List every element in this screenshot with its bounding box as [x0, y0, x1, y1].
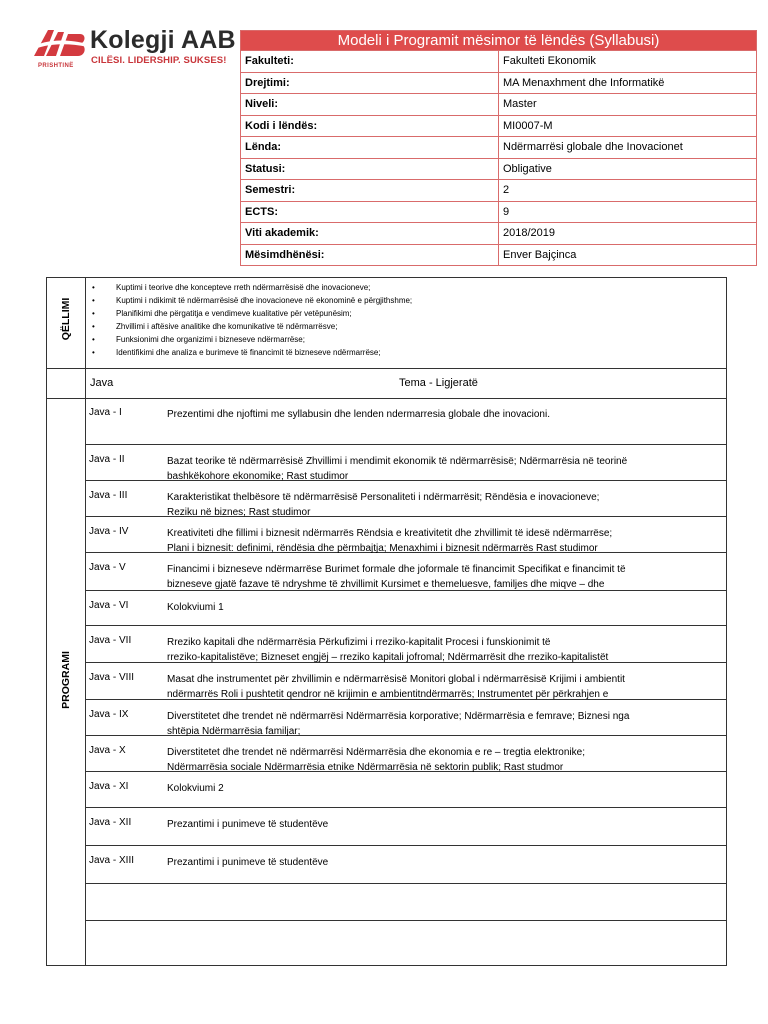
info-row — [241, 201, 757, 223]
week-cell: Java - X — [89, 745, 126, 756]
info-row — [241, 137, 757, 159]
info-row — [241, 244, 757, 266]
table-row — [86, 663, 727, 700]
table-row — [86, 626, 727, 663]
info-row — [241, 158, 757, 180]
week-cell: Java - XI — [89, 781, 129, 792]
topic-cell: Kolokviumi 1 — [167, 602, 224, 613]
info-label: Drejtimi: — [241, 72, 499, 94]
week-cell: Java - XII — [89, 817, 132, 828]
topic-cell: Diverstitetet dhe trendet në ndërmarrësi Ndërmarrësia korporative; Ndërmarrësia e femrave; Biznesi nga shtëpia Ndërmarrësia familjar; — [167, 711, 630, 737]
topic-cell: Financimi i bizneseve ndërmarrëse Burimet formale dhe joformale të financimit Specifikat e financimit të bizneseve gjatë fazave të ndryshme të zhvillimit Kursimet e themeluesve, familjes dhe miqve – dhe — [167, 564, 626, 590]
syllabus-info-table — [240, 30, 757, 266]
info-label: Viti akademik: — [241, 223, 499, 245]
table-row — [86, 736, 727, 772]
info-value: MA Menaxhment dhe Informatikë — [499, 72, 757, 94]
topic-cell: Kolokviumi 2 — [167, 783, 224, 794]
topic-cell: Prezantimi i punimeve të studentëve — [167, 857, 329, 868]
info-label: Mësimdhënësi: — [241, 244, 499, 266]
table-row — [86, 553, 727, 591]
week-cell: Java - I — [89, 407, 122, 418]
logo-name: Kolegji AAB — [90, 26, 236, 54]
column-header-topic: Tema - Ligjeratë — [399, 377, 478, 389]
info-value: Enver Bajçinca — [499, 244, 757, 266]
info-value: Master — [499, 94, 757, 116]
week-cell: Java - II — [89, 454, 125, 465]
goal-item: • Kuptimi i teorive dhe koncepteve rreth ndërmarrësisë dhe inovacioneve; — [88, 282, 412, 295]
table-row — [86, 700, 727, 736]
week-cell: Java - VI — [89, 600, 129, 611]
info-value: 2 — [499, 180, 757, 202]
info-value: Ndërmarrësi globale dhe Inovacionet — [499, 137, 757, 159]
topic-cell: Prezantimi i punimeve të studentëve — [167, 819, 329, 830]
topic-cell: Prezentimi dhe njoftimi me syllabusin dhe lenden ndermarresia globale dhe inovacioni. — [167, 409, 550, 420]
info-label: Niveli: — [241, 94, 499, 116]
table-row — [86, 591, 727, 626]
info-value: Obligative — [499, 158, 757, 180]
logo-tagline: CILËSI. LIDERSHIP. SUKSES! — [91, 55, 227, 66]
goal-item: • Funksionimi dhe organizimi i bizneseve ndërmarrëse; — [88, 334, 412, 347]
aab-emblem-icon — [30, 26, 90, 64]
syllabus-title: Modeli i Programit mësimor të lëndës (Syllabusi) — [241, 31, 757, 51]
info-value: 9 — [499, 201, 757, 223]
topic-cell: Kreativiteti dhe fillimi i biznesit ndërmarrës Rëndsia e kreativitetit dhe zhvillimit të idesë ndërmarrëse; Plani i biznesit: definimi, rëndësia dhe përmbajtja; Menaxhimi i biznesit ndërmarrës Rast studimor — [167, 528, 613, 554]
info-label: Kodi i lëndës: — [241, 115, 499, 137]
programi-label: PROGRAMI — [60, 651, 72, 709]
info-row — [241, 115, 757, 137]
table-row — [86, 445, 727, 481]
topic-cell: Karakteristikat thelbësore të ndërmarrësisë Personaliteti i ndërmarrësit; Rëndësia e inovacioneve; Reziku në biznes; Rast studimor — [167, 492, 600, 518]
topic-cell: Rreziko kapitali dhe ndërmarrësia Përkufizimi i rreziko-kapitalit Procesi i funskionimit të rreziko-kapitalistëve; Bizneset engjëj – rreziko kapitali jofromal; Ndërmarrësit dhe rreziko-kapitalistët — [167, 637, 609, 663]
week-cell: Java - IV — [89, 526, 129, 537]
info-row — [241, 51, 757, 73]
table-row — [86, 846, 727, 884]
goals-list — [88, 282, 412, 359]
table-row — [86, 884, 727, 921]
table-row — [86, 921, 727, 966]
info-label: ECTS: — [241, 201, 499, 223]
info-value: MI0007-M — [499, 115, 757, 137]
week-cell: Java - IX — [89, 709, 129, 720]
week-cell: Java - III — [89, 490, 128, 501]
column-header-week: Java — [90, 377, 114, 389]
topic-cell: Masat dhe instrumentet për zhvillimin e ndërmarrësisë Monitori global i ndërmarrësisë Krijimi i ambientit ndërmarrës Roli i pushtetit qendror në krijimin e ambientitndërmarrës; Instrumentet për përkrahjen e — [167, 674, 625, 700]
week-cell: Java - XIII — [89, 855, 135, 866]
table-row — [86, 808, 727, 846]
info-value: Fakulteti Ekonomik — [499, 51, 757, 73]
goal-item: • Kuptimi i ndikimit të ndërmarrësisë dhe inovacioneve në ekonominë e përgjithshme; — [88, 295, 412, 308]
info-label: Semestri: — [241, 180, 499, 202]
table-row — [86, 772, 727, 808]
table-row — [86, 517, 727, 553]
college-logo — [30, 26, 245, 76]
week-cell: Java - V — [89, 562, 126, 573]
info-row — [241, 72, 757, 94]
goal-item: • Zhvillimi i aftësive analitike dhe komunikative të ndërmarrësve; — [88, 321, 412, 334]
table-row — [86, 481, 727, 517]
info-label: Lënda: — [241, 137, 499, 159]
info-row — [241, 94, 757, 116]
goal-item: • Identifikimi dhe analiza e burimeve të financimit të bizneseve ndërmarrëse; — [88, 347, 412, 360]
info-label: Fakulteti: — [241, 51, 499, 73]
qellimi-label: QËLLIMI — [60, 297, 72, 341]
info-row — [241, 223, 757, 245]
info-value: 2018/2019 — [499, 223, 757, 245]
divider-line — [46, 368, 727, 369]
topic-cell: Diverstitetet dhe trendet në ndërmarrësi Ndërmarrësia dhe ekonomia e re – tregtia elektronike; Ndërmarrësia sociale Ndërmarrësia etnike Ndërmarrësia në sektorin publik; Rast studmor — [167, 747, 585, 773]
table-row — [86, 398, 727, 445]
info-label: Statusi: — [241, 158, 499, 180]
info-row — [241, 180, 757, 202]
week-cell: Java - VII — [89, 635, 132, 646]
week-cell: Java - VIII — [89, 672, 135, 683]
goal-item: • Planifikimi dhe përgatitja e vendimeve kualitative për vetëpunësim; — [88, 308, 412, 321]
topic-cell: Bazat teorike të ndërmarrësisë Zhvillimi i mendimit ekonomik të ndërmarrësisë; Ndërmarrësia në teorinë bashkëkohore ekonomike; Rast studimor — [167, 456, 628, 482]
logo-city: PRISHTINË — [38, 63, 74, 69]
